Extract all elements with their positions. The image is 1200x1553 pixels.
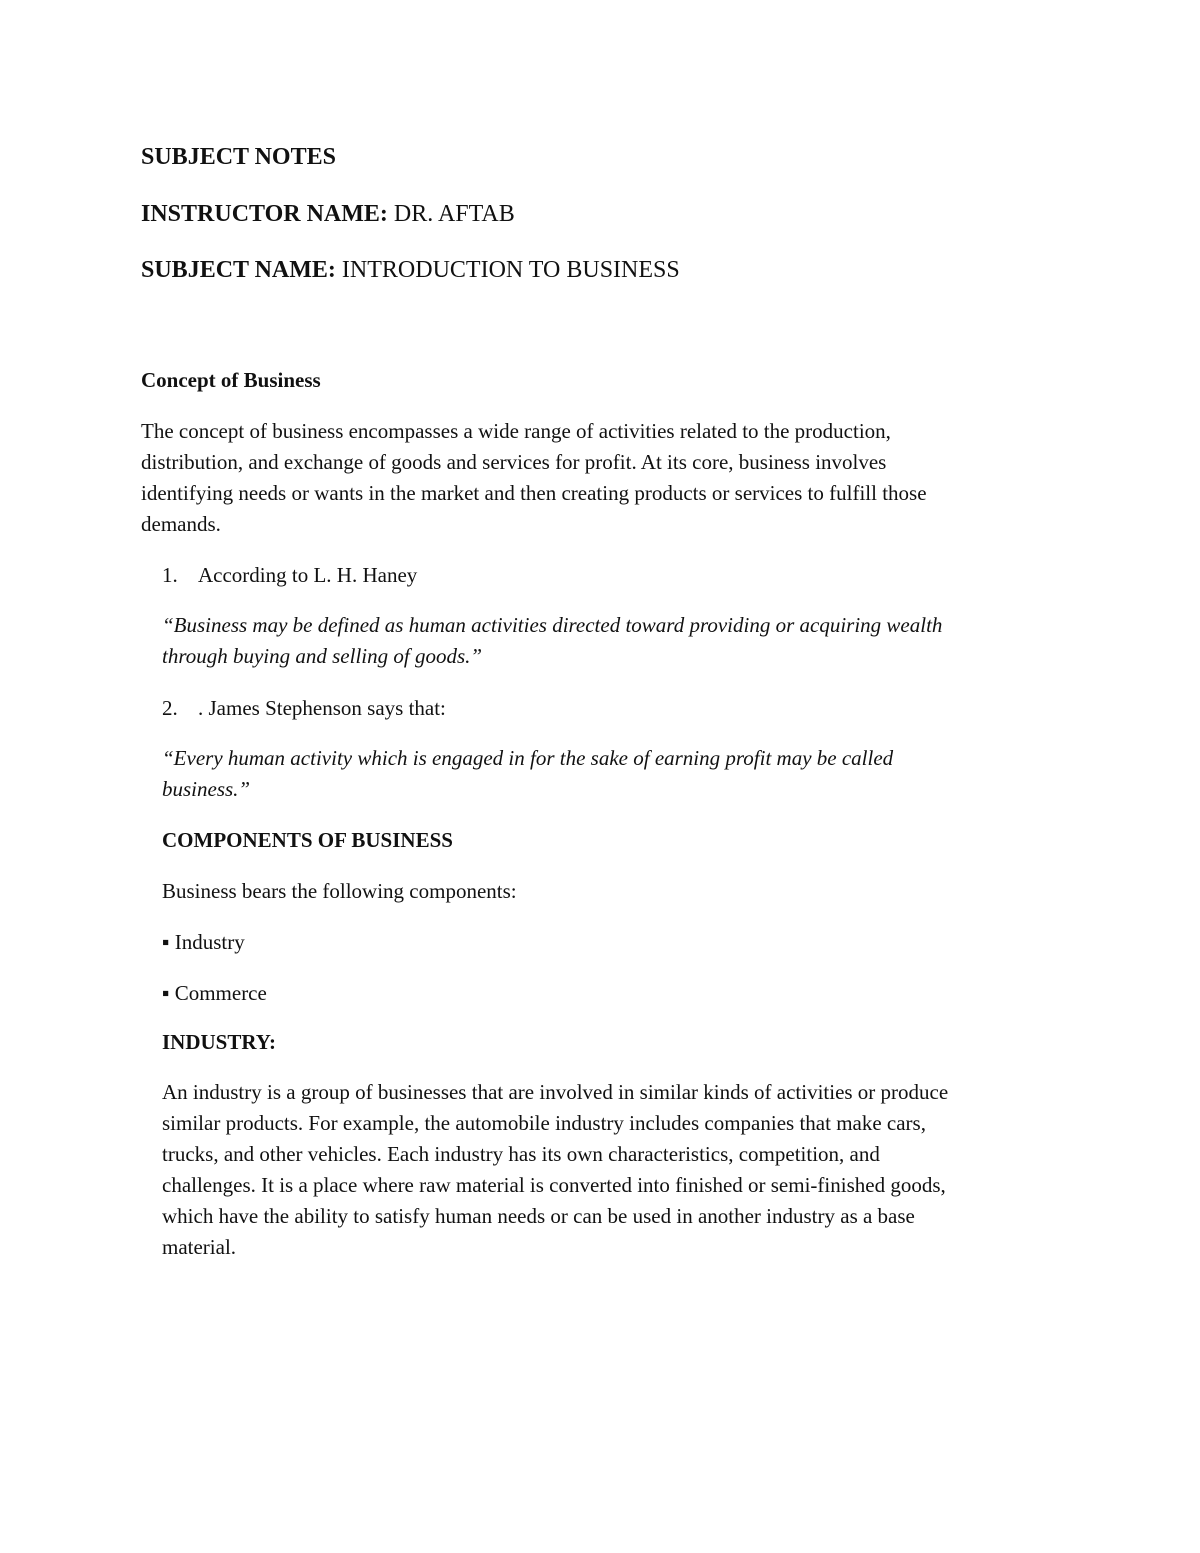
subject-label: SUBJECT NAME: xyxy=(141,257,336,283)
definition-1-item xyxy=(162,560,417,591)
component-item-commerce xyxy=(162,978,267,1009)
components-intro-text: Business bears the following components: xyxy=(162,879,517,903)
industry-paragraph xyxy=(162,1077,948,1263)
definition-2-label: . James Stephenson says that: xyxy=(198,696,446,720)
subject-line xyxy=(141,255,680,285)
definition-2-item xyxy=(162,693,446,724)
instructor-line xyxy=(141,199,515,229)
definition-2-number: 2. xyxy=(162,696,178,720)
quote-line: business.” xyxy=(162,777,251,801)
definition-1-number: 1. xyxy=(162,563,178,587)
component-item-industry xyxy=(162,927,245,958)
document-title xyxy=(141,142,336,172)
quote-line: “Business may be defined as human activities directed toward providing or acquiring wealth xyxy=(162,613,943,637)
industry-line: material. xyxy=(162,1235,237,1259)
instructor-label: INSTRUCTOR NAME: xyxy=(141,201,388,227)
industry-line: which have the ability to satisfy human needs or can be used in another industry as a base xyxy=(162,1204,915,1228)
industry-line: An industry is a group of businesses that are involved in similar kinds of activities or produce xyxy=(162,1080,949,1104)
industry-heading xyxy=(162,1027,276,1058)
title-text: SUBJECT NOTES xyxy=(141,144,336,170)
components-heading-text: COMPONENTS OF BUSINESS xyxy=(162,828,453,852)
quote-line: “Every human activity which is engaged in for the sake of earning profit may be called xyxy=(162,746,894,770)
industry-line: challenges. It is a place where raw material is converted into finished or semi-finished goods, xyxy=(162,1173,946,1197)
concept-line: demands. xyxy=(141,512,221,536)
concept-line: The concept of business encompasses a wide range of activities related to the production, xyxy=(141,419,891,443)
industry-line: similar products. For example, the automobile industry includes companies that make cars, xyxy=(162,1111,926,1135)
quote-line: through buying and selling of goods.” xyxy=(162,644,483,668)
component-item-text: ▪ Industry xyxy=(162,930,245,954)
subject-value: INTRODUCTION TO BUSINESS xyxy=(341,257,680,283)
concept-line: distribution, and exchange of goods and services for profit. At its core, business involves xyxy=(141,450,887,474)
component-item-text: ▪ Commerce xyxy=(162,981,267,1005)
definition-1-quote xyxy=(162,610,942,672)
instructor-value: DR. AFTAB xyxy=(393,201,515,227)
definition-2-quote xyxy=(162,743,893,805)
industry-heading-text: INDUSTRY: xyxy=(162,1030,277,1054)
industry-line: trucks, and other vehicles. Each industry has its own characteristics, competition, and xyxy=(162,1142,880,1166)
concept-paragraph xyxy=(141,416,927,540)
components-heading xyxy=(162,825,453,856)
concept-heading-text: Concept of Business xyxy=(141,368,321,392)
definition-1-label: According to L. H. Haney xyxy=(198,563,418,587)
concept-heading xyxy=(141,365,321,396)
concept-line: identifying needs or wants in the market and then creating products or services to fulfill those xyxy=(141,481,927,505)
components-intro xyxy=(162,876,517,907)
